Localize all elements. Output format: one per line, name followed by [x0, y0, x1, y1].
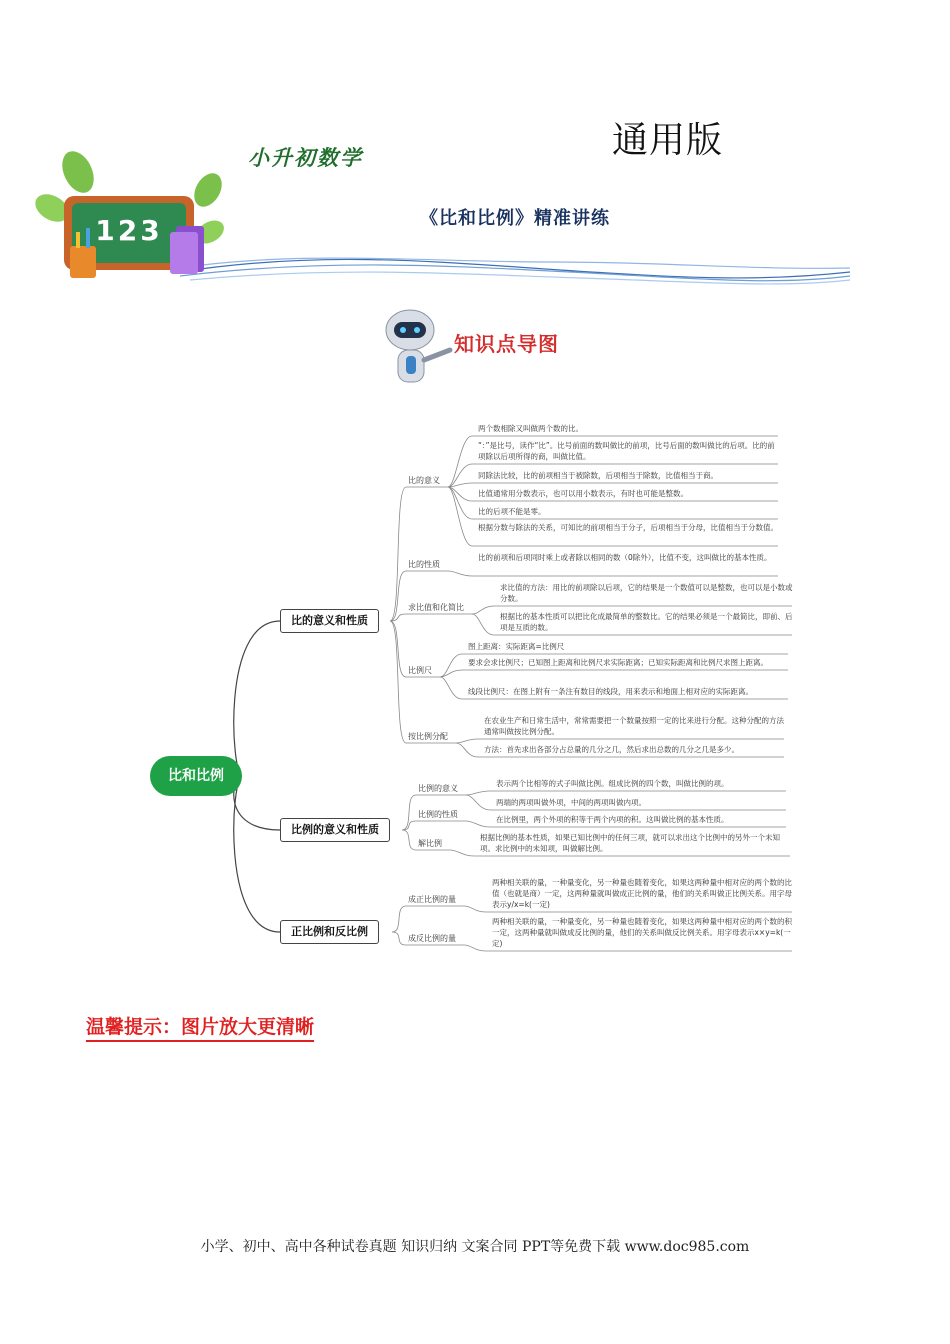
mindmap-subtopic: 比的意义 [408, 476, 440, 485]
edition-label: 通用版 [612, 120, 724, 161]
mindmap-leaf: 图上距离：实际距离=比例尺 [468, 642, 565, 651]
mindmap-leaf: 根据分数与除法的关系，可知比的前项相当于分子，后项相当于分母，比值相当于分数值。 [478, 523, 778, 532]
lesson-title: 《比和比例》精准讲练 [420, 208, 610, 229]
mindmap-subtopic: 成反比例的量 [408, 934, 456, 943]
mindmap-leaf: 要求会求比例尺；已知图上距离和比例尺求实际距离；已知实际距离和比例尺求图上距离。 [468, 658, 768, 667]
top-title: 小升初数学 [248, 146, 363, 170]
mindmap-leaf: 同除法比较，比的前项相当于被除数，后项相当于除数，比值相当于商。 [478, 471, 718, 480]
mindmap-subtopic: 求比值和化简比 [408, 603, 464, 612]
mindmap-leaf: 根据比的基本性质可以把比化成最简单的整数比。它的结果必须是一个最简比，即前、后项是互质的数。 [500, 612, 793, 632]
mindmap-subtopic: 成正比例的量 [408, 895, 456, 904]
mindmap-subtopic: 比例的意义 [418, 784, 458, 793]
mindmap-leaf: “：”是比号，读作“比”。比号前面的数叫做比的前项，比号后面的数叫做比的后项。比的前项除以后项所得的商，叫做比值。 [478, 441, 775, 461]
mindmap-leaf: 比的后项不能是零。 [478, 507, 546, 516]
mindmap-branch: 正比例和反比例 [280, 920, 379, 944]
mindmap-leaf: 方法：首先求出各部分占总量的几分之几，然后求出总数的几分之几是多少。 [484, 745, 739, 754]
mindmap-leaf: 两端的两项叫做外项，中间的两项叫做内项。 [496, 798, 646, 807]
mindmap-root: 比和比例 [150, 756, 242, 796]
mindmap-subtopic: 比的性质 [408, 560, 440, 569]
mindmap-subtopic: 比例尺 [408, 666, 432, 675]
section-title: 知识点导图 [454, 332, 559, 356]
mindmap-leaf: 比的前项和后项同时乘上或者除以相同的数（0除外），比值不变，这叫做比的基本性质。 [478, 553, 772, 562]
mindmap-leaf: 在农业生产和日常生活中，常常需要把一个数量按照一定的比来进行分配。这种分配的方法通常叫做按比例分配。 [484, 716, 784, 736]
mindmap-leaf: 比值通常用分数表示，也可以用小数表示，有时也可能是整数。 [478, 489, 688, 498]
mindmap-leaf: 两种相关联的量，一种量变化，另一种量也随着变化，如果这两种量中相对应的两个数的积一定，这两种量就叫做成反比例的量，他们的关系叫做反比例关系。用字母表示x×y=k(一定) [492, 917, 792, 948]
mindmap-subtopic: 解比例 [418, 839, 442, 848]
board-number: 123 [95, 214, 163, 247]
mindmap-leaf: 表示两个比相等的式子叫做比例。组成比例的四个数，叫做比例的项。 [496, 779, 729, 788]
mindmap-branch: 比的意义和性质 [280, 609, 379, 633]
mindmap-subtopic: 比例的性质 [418, 810, 458, 819]
mindmap-leaf: 两种相关联的量，一种量变化，另一种量也随着变化，如果这两种量中相对应的两个数的比值（也就是商）一定，这两种量就叫做成正比例的量，他们的关系叫做正比例关系。用字母表示y/x=k(一定) [492, 878, 792, 909]
mindmap-leaf: 两个数相除又叫做两个数的比。 [478, 424, 583, 433]
mindmap-leaf: 求比值的方法：用比的前项除以后项，它的结果是一个数值可以是整数，也可以是小数或分数。 [500, 583, 793, 603]
mindmap-branch: 比例的意义和性质 [280, 818, 390, 842]
mindmap-leaf: 在比例里，两个外项的积等于两个内项的积。这叫做比例的基本性质。 [496, 815, 729, 824]
footer-text: 小学、初中、高中各种试卷真题 知识归纳 文案合同 PPT等免费下载 www.doc985.com [200, 1239, 750, 1255]
zoom-tip: 温馨提示：图片放大更清晰 [86, 1012, 314, 1042]
mindmap-subtopic: 按比例分配 [408, 732, 448, 741]
mindmap-leaf: 根据比例的基本性质，如果已知比例中的任何三项，就可以求出这个比例中的另外一个未知项。求比例中的未知项，叫做解比例。 [480, 833, 780, 853]
mindmap-leaf: 线段比例尺：在图上附有一条注有数目的线段，用来表示和地面上相对应的实际距离。 [468, 687, 753, 696]
